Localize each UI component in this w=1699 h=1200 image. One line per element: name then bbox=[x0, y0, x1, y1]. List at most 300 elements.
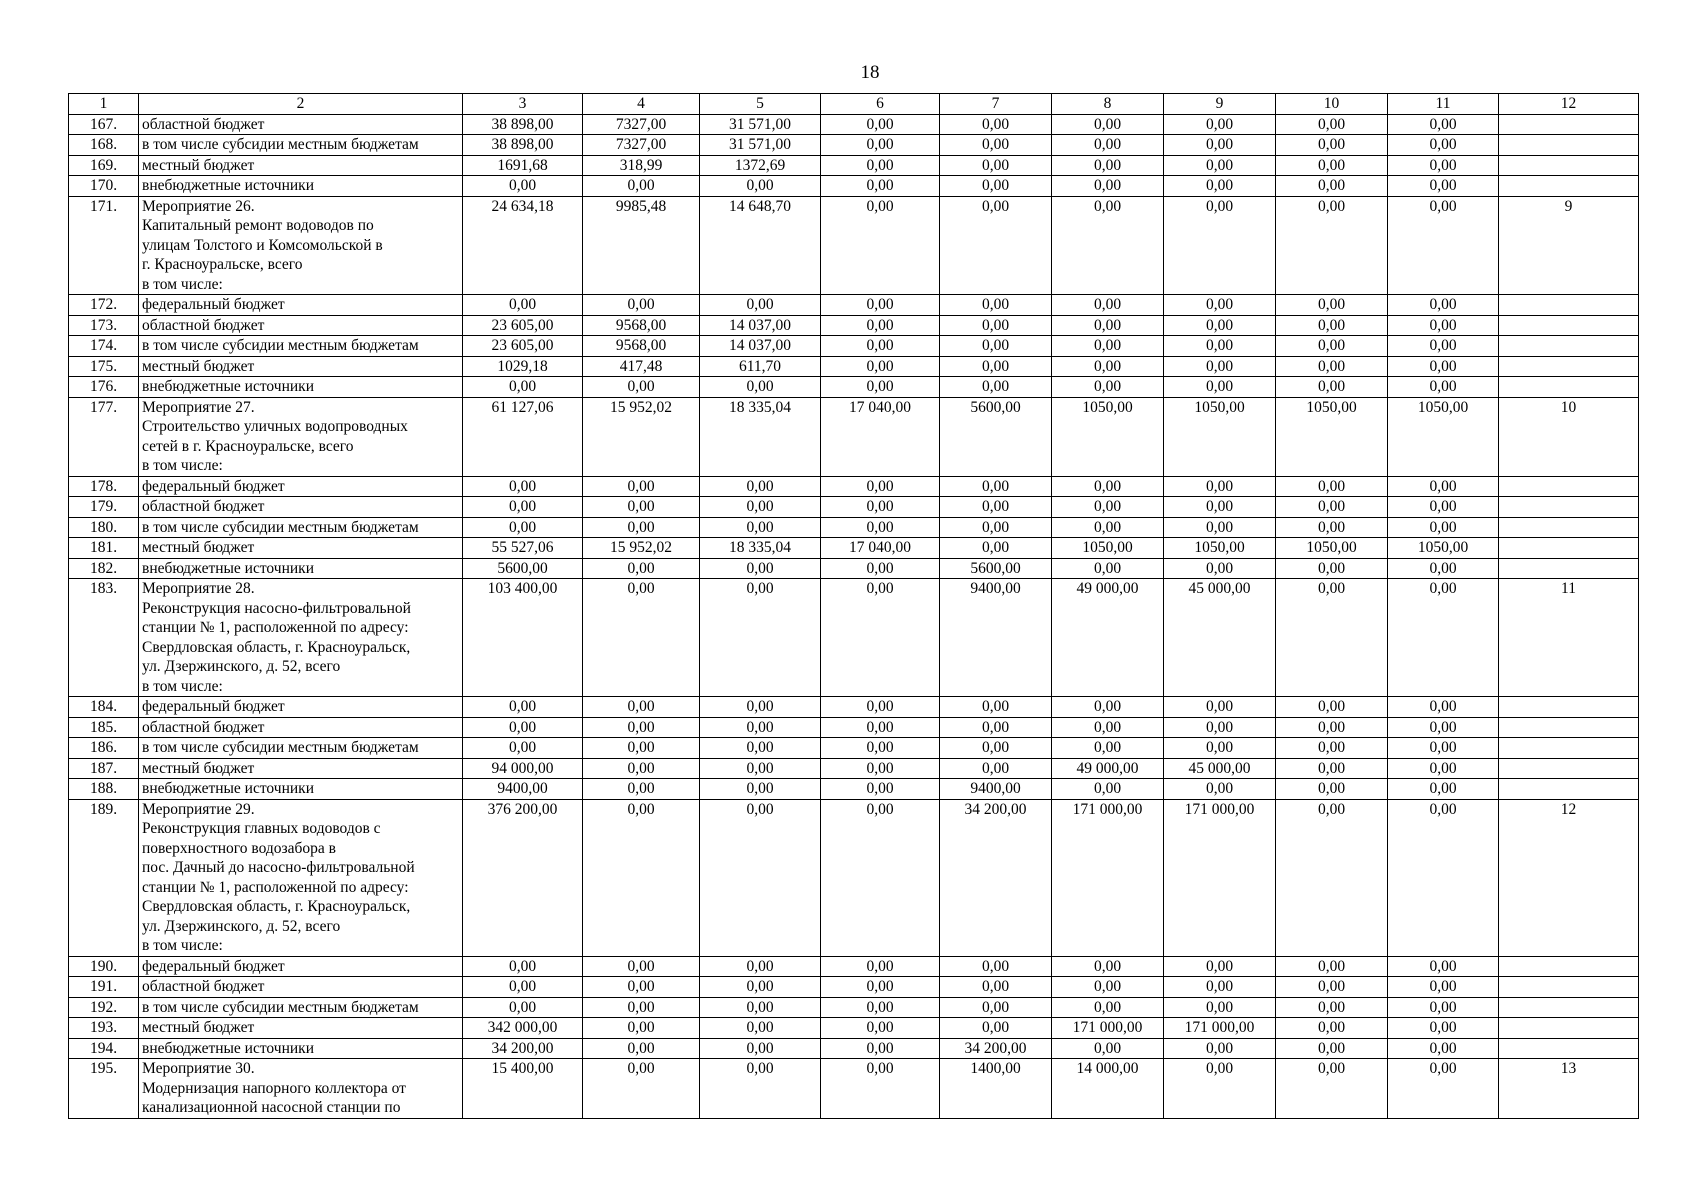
value-cell: 0,00 bbox=[1276, 1018, 1388, 1039]
value-cell: 0,00 bbox=[463, 377, 583, 398]
value-cell: 0,00 bbox=[1164, 738, 1276, 759]
value-cell: 0,00 bbox=[1052, 377, 1164, 398]
value-cell: 1050,00 bbox=[1052, 538, 1164, 559]
value-cell: 0,00 bbox=[1388, 977, 1499, 998]
row-name-line: Мероприятие 27. bbox=[142, 398, 255, 416]
row-name-line: федеральный бюджет bbox=[142, 957, 285, 975]
value-cell: 0,00 bbox=[1052, 155, 1164, 176]
value-cell: 0,00 bbox=[1276, 1059, 1388, 1119]
value-cell: 14 648,70 bbox=[700, 196, 821, 295]
value-cell: 171 000,00 bbox=[1164, 799, 1276, 956]
row-name bbox=[139, 717, 463, 738]
value-cell: 0,00 bbox=[1276, 997, 1388, 1018]
value-cell: 0,00 bbox=[1164, 315, 1276, 336]
value-cell: 45 000,00 bbox=[1164, 758, 1276, 779]
reference-cell bbox=[1499, 956, 1639, 977]
reference-cell bbox=[1499, 558, 1639, 579]
value-cell: 0,00 bbox=[1164, 997, 1276, 1018]
value-cell: 0,00 bbox=[1388, 697, 1499, 718]
value-cell: 0,00 bbox=[1388, 476, 1499, 497]
table-row bbox=[69, 1059, 1639, 1119]
table-row bbox=[69, 135, 1639, 156]
value-cell: 0,00 bbox=[1052, 697, 1164, 718]
value-cell: 15 400,00 bbox=[463, 1059, 583, 1119]
row-name-line: местный бюджет bbox=[142, 539, 255, 556]
row-number: 191. bbox=[69, 977, 139, 998]
value-cell: 0,00 bbox=[1164, 377, 1276, 398]
value-cell: 5600,00 bbox=[940, 397, 1052, 476]
value-cell: 0,00 bbox=[1164, 1059, 1276, 1119]
value-cell: 34 200,00 bbox=[940, 799, 1052, 956]
value-cell: 0,00 bbox=[1276, 196, 1388, 295]
value-cell: 0,00 bbox=[1276, 176, 1388, 197]
value-cell: 1050,00 bbox=[1052, 397, 1164, 476]
value-cell: 0,00 bbox=[583, 997, 700, 1018]
value-cell: 0,00 bbox=[700, 758, 821, 779]
value-cell: 0,00 bbox=[700, 377, 821, 398]
value-cell: 0,00 bbox=[1388, 717, 1499, 738]
value-cell: 1050,00 bbox=[1164, 397, 1276, 476]
row-name bbox=[139, 476, 463, 497]
table-row bbox=[69, 558, 1639, 579]
row-name bbox=[139, 497, 463, 518]
value-cell: 0,00 bbox=[583, 758, 700, 779]
value-cell: 14 000,00 bbox=[1052, 1059, 1164, 1119]
row-name-line: Мероприятие 30. bbox=[142, 1060, 255, 1077]
value-cell: 0,00 bbox=[821, 295, 940, 316]
value-cell: 0,00 bbox=[1052, 1038, 1164, 1059]
row-name bbox=[139, 579, 463, 697]
value-cell: 61 127,06 bbox=[463, 397, 583, 476]
column-header: 3 bbox=[463, 94, 583, 115]
reference-cell bbox=[1499, 977, 1639, 998]
value-cell: 0,00 bbox=[940, 356, 1052, 377]
value-cell: 0,00 bbox=[940, 697, 1052, 718]
row-name-line: местный бюджет bbox=[142, 156, 255, 174]
row-number: 172. bbox=[69, 295, 139, 316]
value-cell: 0,00 bbox=[1276, 558, 1388, 579]
value-cell: 0,00 bbox=[583, 717, 700, 738]
value-cell: 0,00 bbox=[1388, 196, 1499, 295]
column-header: 1 bbox=[69, 94, 139, 115]
row-name bbox=[139, 356, 463, 377]
row-number: 180. bbox=[69, 517, 139, 538]
value-cell: 0,00 bbox=[463, 497, 583, 518]
value-cell: 31 571,00 bbox=[700, 135, 821, 156]
value-cell: 0,00 bbox=[1388, 738, 1499, 759]
value-cell: 1050,00 bbox=[1276, 538, 1388, 559]
value-cell: 0,00 bbox=[1164, 697, 1276, 718]
value-cell: 0,00 bbox=[1276, 155, 1388, 176]
value-cell: 49 000,00 bbox=[1052, 758, 1164, 779]
row-number: 193. bbox=[69, 1018, 139, 1039]
value-cell: 0,00 bbox=[1388, 135, 1499, 156]
reference-cell bbox=[1499, 135, 1639, 156]
row-number: 184. bbox=[69, 697, 139, 718]
value-cell: 0,00 bbox=[940, 377, 1052, 398]
value-cell: 0,00 bbox=[1276, 135, 1388, 156]
value-cell: 0,00 bbox=[940, 295, 1052, 316]
value-cell: 0,00 bbox=[1276, 114, 1388, 135]
row-name bbox=[139, 697, 463, 718]
value-cell: 0,00 bbox=[463, 517, 583, 538]
row-name-line: станции № 1, расположенной по адресу: bbox=[142, 619, 409, 636]
value-cell: 0,00 bbox=[1164, 336, 1276, 357]
reference-cell: 10 bbox=[1499, 397, 1639, 476]
value-cell: 0,00 bbox=[940, 717, 1052, 738]
row-name-line: Капитальный ремонт водоводов по bbox=[142, 217, 374, 234]
row-name-line: областной бюджет bbox=[142, 115, 265, 133]
value-cell: 0,00 bbox=[1276, 758, 1388, 779]
value-cell: 0,00 bbox=[463, 997, 583, 1018]
row-number: 185. bbox=[69, 717, 139, 738]
value-cell: 1400,00 bbox=[940, 1059, 1052, 1119]
value-cell: 0,00 bbox=[1276, 779, 1388, 800]
row-name-line: в том числе: bbox=[142, 677, 223, 695]
value-cell: 0,00 bbox=[940, 517, 1052, 538]
table-row bbox=[69, 758, 1639, 779]
row-name bbox=[139, 977, 463, 998]
value-cell: 0,00 bbox=[1388, 997, 1499, 1018]
value-cell: 0,00 bbox=[821, 956, 940, 977]
value-cell: 0,00 bbox=[700, 779, 821, 800]
row-number: 175. bbox=[69, 356, 139, 377]
value-cell: 0,00 bbox=[583, 799, 700, 956]
value-cell: 0,00 bbox=[1276, 1038, 1388, 1059]
value-cell: 0,00 bbox=[1388, 155, 1499, 176]
row-name bbox=[139, 1018, 463, 1039]
row-number: 195. bbox=[69, 1059, 139, 1119]
table-row bbox=[69, 538, 1639, 559]
value-cell: 94 000,00 bbox=[463, 758, 583, 779]
row-name-line: ул. Дзержинского, д. 52, всего bbox=[142, 658, 341, 675]
value-cell: 417,48 bbox=[583, 356, 700, 377]
row-number: 183. bbox=[69, 579, 139, 697]
row-number: 171. bbox=[69, 196, 139, 295]
column-header: 6 bbox=[821, 94, 940, 115]
row-name-line: местный бюджет bbox=[142, 1019, 255, 1036]
row-name-line: областной бюджет bbox=[142, 978, 265, 995]
row-name bbox=[139, 315, 463, 336]
value-cell: 0,00 bbox=[1276, 977, 1388, 998]
value-cell: 0,00 bbox=[1388, 176, 1499, 197]
reference-cell bbox=[1499, 697, 1639, 718]
value-cell: 0,00 bbox=[1164, 977, 1276, 998]
value-cell: 15 952,02 bbox=[583, 538, 700, 559]
value-cell: 0,00 bbox=[700, 738, 821, 759]
value-cell: 0,00 bbox=[821, 176, 940, 197]
value-cell: 0,00 bbox=[1052, 717, 1164, 738]
row-name bbox=[139, 155, 463, 176]
value-cell: 0,00 bbox=[940, 114, 1052, 135]
value-cell: 0,00 bbox=[1164, 114, 1276, 135]
row-name-line: в том числе: bbox=[142, 937, 223, 954]
row-name-line: областной бюджет bbox=[142, 498, 265, 515]
row-name bbox=[139, 397, 463, 476]
row-name bbox=[139, 758, 463, 779]
value-cell: 0,00 bbox=[821, 1038, 940, 1059]
value-cell: 1372,69 bbox=[700, 155, 821, 176]
table-row bbox=[69, 497, 1639, 518]
value-cell: 0,00 bbox=[700, 476, 821, 497]
row-number: 170. bbox=[69, 176, 139, 197]
value-cell: 0,00 bbox=[1052, 315, 1164, 336]
row-name-line: в том числе субсидии местным бюджетам bbox=[142, 739, 419, 756]
value-cell: 0,00 bbox=[1388, 758, 1499, 779]
table-row bbox=[69, 114, 1639, 135]
row-name-line: Строительство уличных водопроводных bbox=[142, 418, 408, 435]
reference-cell bbox=[1499, 538, 1639, 559]
reference-cell bbox=[1499, 336, 1639, 357]
row-name bbox=[139, 799, 463, 956]
row-name-line: ул. Дзержинского, д. 52, всего bbox=[142, 917, 341, 935]
value-cell: 0,00 bbox=[821, 738, 940, 759]
value-cell: 0,00 bbox=[821, 336, 940, 357]
value-cell: 0,00 bbox=[1164, 196, 1276, 295]
value-cell: 0,00 bbox=[821, 377, 940, 398]
row-name bbox=[139, 196, 463, 295]
value-cell: 0,00 bbox=[463, 977, 583, 998]
row-name-line: станции № 1, расположенной по адресу: bbox=[142, 878, 409, 896]
table-row bbox=[69, 315, 1639, 336]
row-name-line: областной бюджет bbox=[142, 718, 265, 736]
value-cell: 0,00 bbox=[700, 717, 821, 738]
value-cell: 611,70 bbox=[700, 356, 821, 377]
table-row bbox=[69, 956, 1639, 977]
table-row bbox=[69, 196, 1639, 295]
value-cell: 0,00 bbox=[940, 135, 1052, 156]
value-cell: 1691,68 bbox=[463, 155, 583, 176]
value-cell: 0,00 bbox=[940, 997, 1052, 1018]
value-cell: 0,00 bbox=[940, 758, 1052, 779]
row-name-line: г. Красноуральске, всего bbox=[142, 256, 303, 273]
value-cell: 0,00 bbox=[821, 155, 940, 176]
row-name-line: федеральный бюджет bbox=[142, 296, 285, 313]
row-name-line: внебюджетные источники bbox=[142, 780, 314, 797]
row-name-line: внебюджетные источники bbox=[142, 177, 314, 194]
reference-cell bbox=[1499, 315, 1639, 336]
value-cell: 0,00 bbox=[821, 997, 940, 1018]
value-cell: 0,00 bbox=[583, 517, 700, 538]
value-cell: 0,00 bbox=[1164, 1038, 1276, 1059]
value-cell: 0,00 bbox=[583, 377, 700, 398]
value-cell: 14 037,00 bbox=[700, 315, 821, 336]
page-number: 18 bbox=[860, 62, 880, 83]
row-name bbox=[139, 377, 463, 398]
value-cell: 0,00 bbox=[463, 717, 583, 738]
row-number: 167. bbox=[69, 114, 139, 135]
row-number: 188. bbox=[69, 779, 139, 800]
value-cell: 0,00 bbox=[1276, 717, 1388, 738]
value-cell: 0,00 bbox=[1388, 1059, 1499, 1119]
value-cell: 0,00 bbox=[463, 956, 583, 977]
value-cell: 0,00 bbox=[463, 738, 583, 759]
reference-cell bbox=[1499, 997, 1639, 1018]
value-cell: 0,00 bbox=[583, 1059, 700, 1119]
row-name-line: в том числе субсидии местным бюджетам bbox=[142, 998, 419, 1016]
value-cell: 0,00 bbox=[1388, 956, 1499, 977]
table-row bbox=[69, 295, 1639, 316]
table-row bbox=[69, 697, 1639, 718]
reference-cell bbox=[1499, 356, 1639, 377]
value-cell: 0,00 bbox=[1164, 155, 1276, 176]
reference-cell bbox=[1499, 155, 1639, 176]
value-cell: 0,00 bbox=[1164, 517, 1276, 538]
value-cell: 0,00 bbox=[700, 956, 821, 977]
table-row bbox=[69, 397, 1639, 476]
row-name-line: канализационной насосной станции по bbox=[142, 1099, 401, 1116]
value-cell: 0,00 bbox=[583, 176, 700, 197]
reference-cell: 12 bbox=[1499, 799, 1639, 956]
value-cell: 0,00 bbox=[700, 997, 821, 1018]
value-cell: 0,00 bbox=[821, 1059, 940, 1119]
value-cell: 0,00 bbox=[940, 497, 1052, 518]
value-cell: 0,00 bbox=[463, 176, 583, 197]
row-number: 176. bbox=[69, 377, 139, 398]
row-name-line: в том числе: bbox=[142, 457, 223, 474]
value-cell: 0,00 bbox=[1276, 497, 1388, 518]
value-cell: 0,00 bbox=[1052, 738, 1164, 759]
value-cell: 0,00 bbox=[1388, 779, 1499, 800]
value-cell: 1029,18 bbox=[463, 356, 583, 377]
row-number: 189. bbox=[69, 799, 139, 956]
row-name-line: Свердловская область, г. Красноуральск, bbox=[142, 898, 411, 915]
value-cell: 0,00 bbox=[583, 1038, 700, 1059]
value-cell: 0,00 bbox=[1052, 336, 1164, 357]
value-cell: 0,00 bbox=[1388, 1018, 1499, 1039]
value-cell: 0,00 bbox=[1052, 196, 1164, 295]
value-cell: 0,00 bbox=[700, 176, 821, 197]
row-number: 186. bbox=[69, 738, 139, 759]
value-cell: 0,00 bbox=[700, 579, 821, 697]
value-cell: 1050,00 bbox=[1388, 397, 1499, 476]
value-cell: 0,00 bbox=[1052, 356, 1164, 377]
value-cell: 0,00 bbox=[1276, 377, 1388, 398]
row-name-line: сетей в г. Красноуральске, всего bbox=[142, 437, 354, 455]
row-number: 178. bbox=[69, 476, 139, 497]
reference-cell bbox=[1499, 1038, 1639, 1059]
value-cell: 376 200,00 bbox=[463, 799, 583, 956]
row-name bbox=[139, 997, 463, 1018]
value-cell: 9400,00 bbox=[940, 579, 1052, 697]
row-name-line: в том числе: bbox=[142, 275, 223, 293]
value-cell: 0,00 bbox=[821, 717, 940, 738]
value-cell: 34 200,00 bbox=[463, 1038, 583, 1059]
column-header-row bbox=[69, 94, 1639, 115]
value-cell: 171 000,00 bbox=[1164, 1018, 1276, 1039]
value-cell: 0,00 bbox=[821, 1018, 940, 1039]
value-cell: 0,00 bbox=[1388, 1038, 1499, 1059]
value-cell: 0,00 bbox=[940, 476, 1052, 497]
value-cell: 0,00 bbox=[1052, 176, 1164, 197]
value-cell: 0,00 bbox=[940, 956, 1052, 977]
value-cell: 0,00 bbox=[700, 977, 821, 998]
row-number: 169. bbox=[69, 155, 139, 176]
row-number: 182. bbox=[69, 558, 139, 579]
table-row bbox=[69, 377, 1639, 398]
row-name bbox=[139, 956, 463, 977]
row-name-line: внебюджетные источники bbox=[142, 1039, 314, 1057]
reference-cell bbox=[1499, 779, 1639, 800]
value-cell: 0,00 bbox=[1052, 476, 1164, 497]
column-header: 4 bbox=[583, 94, 700, 115]
value-cell: 0,00 bbox=[940, 176, 1052, 197]
row-number: 187. bbox=[69, 758, 139, 779]
value-cell: 0,00 bbox=[700, 1038, 821, 1059]
row-name-line: местный бюджет bbox=[142, 759, 255, 777]
value-cell: 5600,00 bbox=[940, 558, 1052, 579]
row-name bbox=[139, 738, 463, 759]
table-row bbox=[69, 517, 1639, 538]
row-name-line: Мероприятие 26. bbox=[142, 197, 255, 215]
reference-cell bbox=[1499, 176, 1639, 197]
column-header: 5 bbox=[700, 94, 821, 115]
row-name-line: в том числе субсидии местным бюджетам bbox=[142, 337, 419, 354]
column-header: 9 bbox=[1164, 94, 1276, 115]
row-name-line: федеральный бюджет bbox=[142, 698, 285, 715]
value-cell: 0,00 bbox=[940, 336, 1052, 357]
value-cell: 0,00 bbox=[700, 517, 821, 538]
row-name bbox=[139, 295, 463, 316]
value-cell: 0,00 bbox=[1388, 315, 1499, 336]
row-name-line: в том числе субсидии местным бюджетам bbox=[142, 518, 419, 536]
table-row bbox=[69, 476, 1639, 497]
value-cell: 18 335,04 bbox=[700, 538, 821, 559]
table-row bbox=[69, 977, 1639, 998]
value-cell: 0,00 bbox=[1052, 779, 1164, 800]
table-body bbox=[69, 94, 1639, 1119]
value-cell: 0,00 bbox=[1052, 517, 1164, 538]
value-cell: 0,00 bbox=[940, 196, 1052, 295]
reference-cell bbox=[1499, 517, 1639, 538]
value-cell: 0,00 bbox=[1276, 956, 1388, 977]
table-row bbox=[69, 356, 1639, 377]
value-cell: 0,00 bbox=[1052, 956, 1164, 977]
value-cell: 0,00 bbox=[1052, 135, 1164, 156]
row-name-line: Модернизация напорного коллектора от bbox=[142, 1079, 406, 1097]
value-cell: 0,00 bbox=[1388, 377, 1499, 398]
value-cell: 0,00 bbox=[821, 779, 940, 800]
value-cell: 0,00 bbox=[940, 155, 1052, 176]
value-cell: 9568,00 bbox=[583, 336, 700, 357]
table-row bbox=[69, 579, 1639, 697]
value-cell: 0,00 bbox=[1164, 779, 1276, 800]
row-name bbox=[139, 336, 463, 357]
value-cell: 0,00 bbox=[583, 697, 700, 718]
reference-cell: 11 bbox=[1499, 579, 1639, 697]
value-cell: 171 000,00 bbox=[1052, 799, 1164, 956]
value-cell: 38 898,00 bbox=[463, 114, 583, 135]
value-cell: 1050,00 bbox=[1276, 397, 1388, 476]
value-cell: 0,00 bbox=[821, 476, 940, 497]
column-header: 10 bbox=[1276, 94, 1388, 115]
value-cell: 34 200,00 bbox=[940, 1038, 1052, 1059]
value-cell: 0,00 bbox=[1388, 114, 1499, 135]
value-cell: 0,00 bbox=[1388, 356, 1499, 377]
value-cell: 0,00 bbox=[821, 196, 940, 295]
row-name-line: поверхностного водозабора в bbox=[142, 839, 336, 857]
column-header: 8 bbox=[1052, 94, 1164, 115]
value-cell: 23 605,00 bbox=[463, 336, 583, 357]
value-cell: 9985,48 bbox=[583, 196, 700, 295]
row-name bbox=[139, 1059, 463, 1119]
row-number: 168. bbox=[69, 135, 139, 156]
reference-cell bbox=[1499, 717, 1639, 738]
row-name-line: Мероприятие 28. bbox=[142, 580, 255, 597]
value-cell: 0,00 bbox=[700, 1018, 821, 1039]
value-cell: 0,00 bbox=[1276, 315, 1388, 336]
value-cell: 0,00 bbox=[940, 538, 1052, 559]
